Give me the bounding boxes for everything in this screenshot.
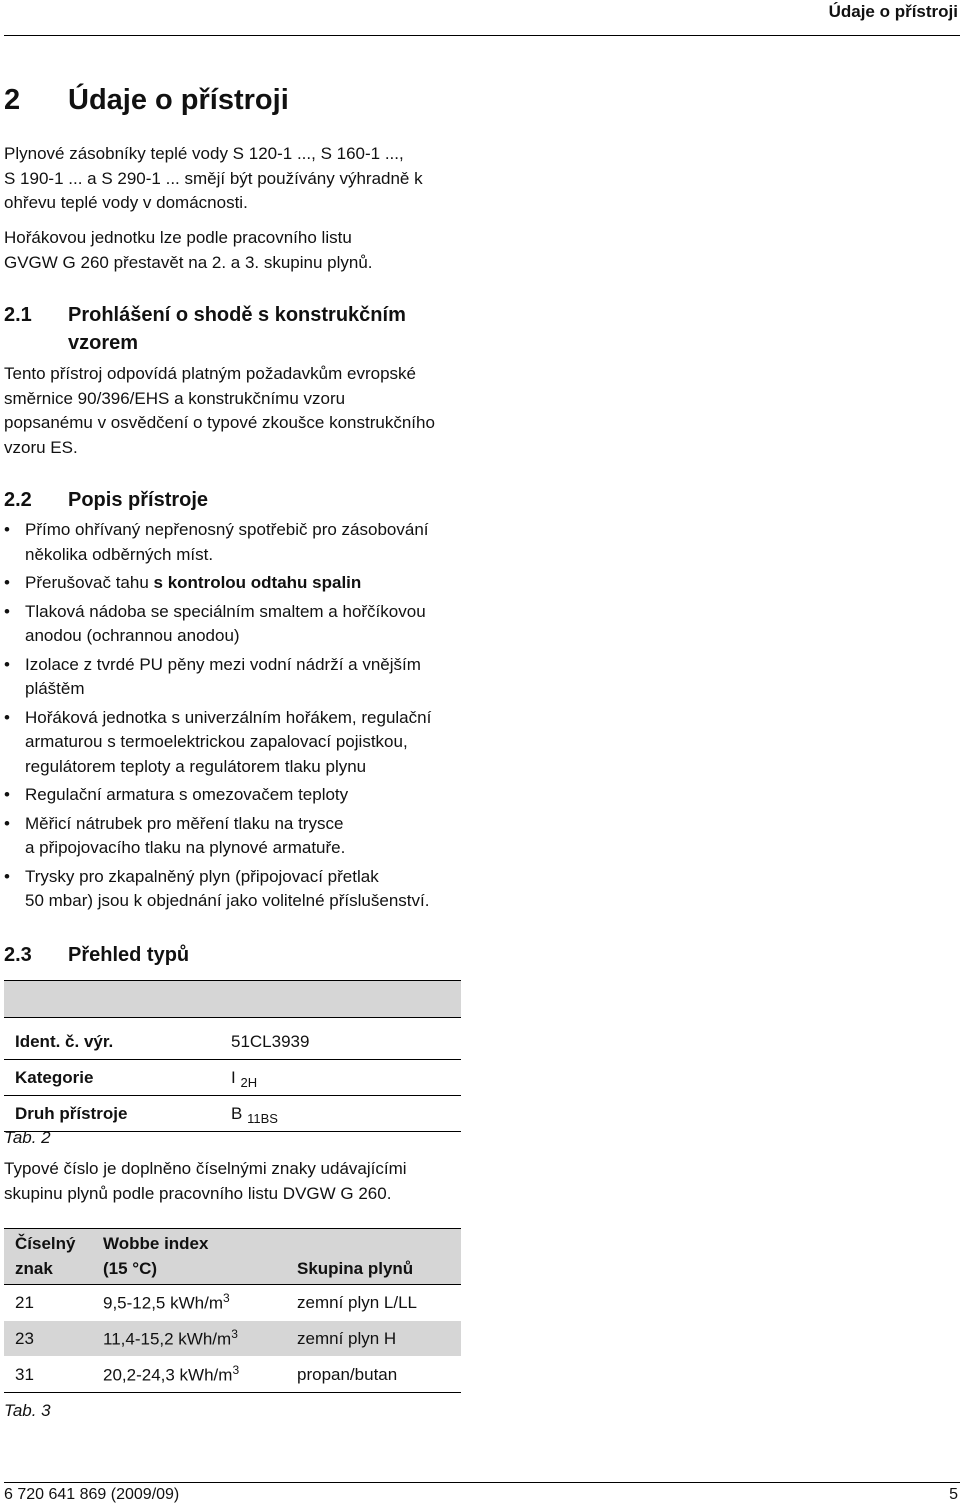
section-2-1-title-line1: Prohlášení o shodě s konstrukčním: [68, 304, 406, 326]
intro-p1-line1: Plynové zásobníky teplé vody S 120-1 ..., S 160-1 ...,: [4, 144, 404, 163]
section-2-1-line2: směrnice 90/396/EHS a konstrukčnímu vzoru: [4, 388, 346, 408]
table-row: Druh přístroje B $_{11BS}$: [4, 1096, 461, 1132]
section-2-2-number: 2.2: [4, 489, 32, 511]
chapter-number: 2: [4, 84, 21, 116]
list-item: • Izolace z tvrdé PU pěny mezi vodní nádrží a vnějším pláštěm: [4, 654, 421, 698]
intro-p1-line3: ohřevu teplé vody v domácnosti.: [4, 193, 248, 212]
intro-p2-line1: Hořákovou jednotku lze podle pracovního listu: [4, 228, 352, 247]
intro-p2-line2: GVGW G 260 přestavět na 2. a 3. skupinu plynů.: [4, 252, 373, 272]
footer-document-number: 6 720 641 869 (2009/09): [4, 1486, 180, 1503]
table-header-band: [4, 981, 461, 1018]
footer-page-number: 5: [949, 1486, 958, 1503]
bullet-icon: •: [4, 520, 10, 539]
list-item: • Měřicí nátrubek pro měření tlaku na trysce a připojovacího tlaku na plynové armatuře.: [4, 813, 346, 857]
section-2-3-number: 2.3: [4, 944, 32, 966]
section-2-1-text: [4, 362, 474, 460]
bullet-icon: •: [4, 654, 10, 674]
list-item: • Hořáková jednotka s univerzálním hořákem, regulační armaturou s termoelektrickou zapalovací pojistkou, regulátorem teploty a regulátorem tlaku plynu: [4, 707, 432, 776]
list-item: • Tlaková nádoba se speciálním smaltem a hořčíkovou anodou (ochrannou anodou): [4, 601, 426, 645]
section-2-1-title: [68, 301, 468, 357]
type-overview-table: [4, 980, 461, 1132]
section-2-3-title: Přehled typů: [68, 944, 190, 966]
bullet-icon: •: [4, 785, 10, 804]
section-2-1-line4: vzoru ES.: [4, 437, 78, 457]
table-2-caption: Tab. 2: [4, 1128, 51, 1147]
intro-paragraph-1: [4, 142, 474, 216]
list-item: • Přímo ohřívaný nepřenosný spotřebič pro zásobování několika odběrných míst.: [4, 520, 429, 564]
bullet-icon: •: [4, 601, 10, 621]
bullet-icon: •: [4, 813, 10, 833]
bullet-icon: •: [4, 866, 10, 886]
running-header-title: Údaje o přístroji: [828, 2, 958, 21]
note-line2: skupinu plynů podle pracovního listu DVGW G 260.: [4, 1183, 392, 1203]
bullet-icon: •: [4, 707, 10, 727]
table-row: Ident. č. výr. 51CL3939: [4, 1024, 461, 1060]
table-header-row: Číselný znak Wobbe index (15 °C) Skupina plynů: [4, 1229, 461, 1285]
table-row: 31 20,2-24,3 kWh/$m^3$ propan/butan: [4, 1357, 461, 1393]
intro-p1-line2: S 190-1 ... a S 290-1 ... smějí být používány výhradně k: [4, 168, 423, 188]
gas-group-table: [4, 1228, 461, 1393]
table-3-caption: Tab. 3: [4, 1401, 51, 1420]
table-row: 23 11,4-15,2 kWh/$m^3$ zemní plyn H: [4, 1321, 461, 1357]
list-item: • Regulační armatura s omezovačem teploty: [4, 783, 474, 808]
description-bullet-list: [4, 518, 474, 918]
list-item: • Přerušovač tahu s kontrolou odtahu spalin: [4, 571, 474, 596]
bullet-icon: •: [4, 573, 10, 592]
section-2-1-line3: popsanému v osvědčení o typové zkoušce konstrukčního: [4, 413, 435, 432]
footer-rule: [4, 1482, 960, 1483]
table-row: 21 9,5-12,5 kWh/$m^3$ zemní plyn L/LL: [4, 1285, 461, 1321]
type-number-note: [4, 1157, 474, 1206]
list-item: • Trysky pro zkapalněný plyn (připojovací přetlak 50 mbar) jsou k objednání jako volitelné příslušenství.: [4, 866, 430, 910]
note-line1: Typové číslo je doplněno číselnými znaky udávajícími: [4, 1159, 407, 1178]
table-row: Kategorie I $_{2H}$: [4, 1060, 461, 1096]
header-rule: [4, 35, 960, 36]
section-2-2-title: Popis přístroje: [68, 489, 209, 511]
section-2-1-line1: Tento přístroj odpovídá platným požadavkům evropské: [4, 364, 417, 383]
chapter-title: Údaje o přístroji: [68, 84, 289, 116]
intro-paragraph-2: [4, 226, 474, 275]
section-2-1-number: 2.1: [4, 304, 32, 326]
section-2-1-title-line2: vzorem: [68, 332, 139, 354]
